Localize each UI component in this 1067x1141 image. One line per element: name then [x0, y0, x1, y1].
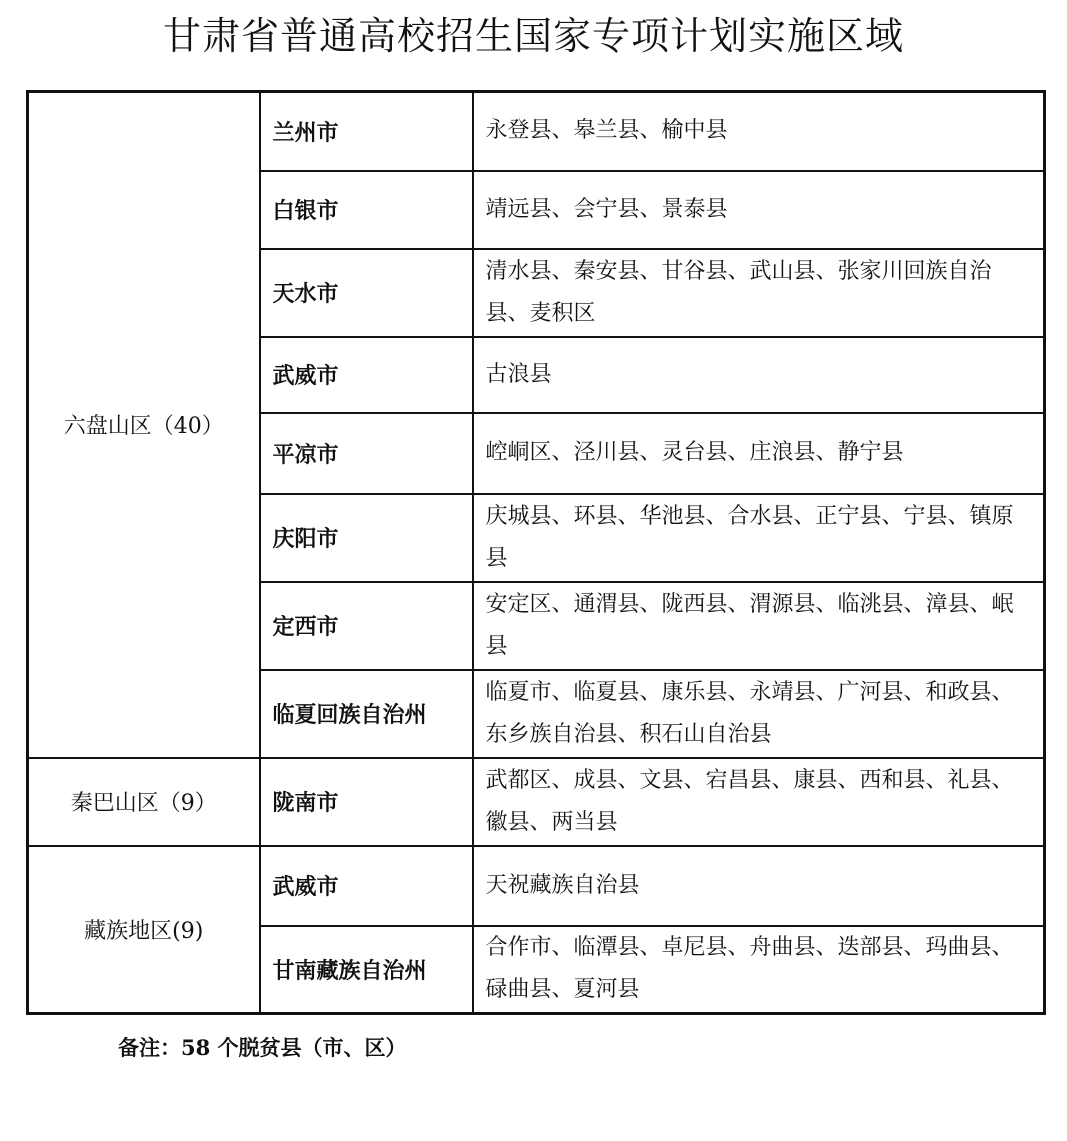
region-table	[26, 90, 1046, 1015]
city-cell: 白银市	[260, 171, 473, 249]
counties-cell: 武都区、成县、文县、宕昌县、康县、西和县、礼县、徽县、两当县	[473, 758, 1045, 846]
counties-cell: 靖远县、会宁县、景泰县	[473, 171, 1045, 249]
region-cell: 藏族地区(9)	[28, 846, 260, 1014]
counties-cell: 庆城县、环县、华池县、合水县、正宁县、宁县、镇原县	[473, 494, 1045, 582]
counties-cell: 永登县、皋兰县、榆中县	[473, 92, 1045, 171]
city-cell: 武威市	[260, 337, 473, 413]
city-cell: 定西市	[260, 582, 473, 670]
counties-cell: 清水县、秦安县、甘谷县、武山县、张家川回族自治县、麦积区	[473, 249, 1045, 337]
table-row	[28, 92, 1045, 171]
region-cell: 六盘山区（40）	[28, 92, 260, 758]
counties-cell: 合作市、临潭县、卓尼县、舟曲县、迭部县、玛曲县、碌曲县、夏河县	[473, 926, 1045, 1014]
page-title: 甘肃省普通高校招生国家专项计划实施区域	[162, 14, 904, 58]
city-cell: 天水市	[260, 249, 473, 337]
city-cell: 兰州市	[260, 92, 473, 171]
footnote: 备注：58 个脱贫县（市、区）	[118, 1035, 407, 1060]
counties-cell: 古浪县	[473, 337, 1045, 413]
counties-cell: 崆峒区、泾川县、灵台县、庄浪县、静宁县	[473, 413, 1045, 494]
city-cell: 武威市	[260, 846, 473, 926]
region-cell: 秦巴山区（9）	[28, 758, 260, 846]
table-row	[28, 846, 1045, 926]
city-cell: 甘南藏族自治州	[260, 926, 473, 1014]
city-cell: 平凉市	[260, 413, 473, 494]
counties-cell: 天祝藏族自治县	[473, 846, 1045, 926]
counties-cell: 临夏市、临夏县、康乐县、永靖县、广河县、和政县、东乡族自治县、积石山自治县	[473, 670, 1045, 758]
city-cell: 陇南市	[260, 758, 473, 846]
counties-cell: 安定区、通渭县、陇西县、渭源县、临洮县、漳县、岷县	[473, 582, 1045, 670]
table-row	[28, 758, 1045, 846]
city-cell: 庆阳市	[260, 494, 473, 582]
city-cell: 临夏回族自治州	[260, 670, 473, 758]
